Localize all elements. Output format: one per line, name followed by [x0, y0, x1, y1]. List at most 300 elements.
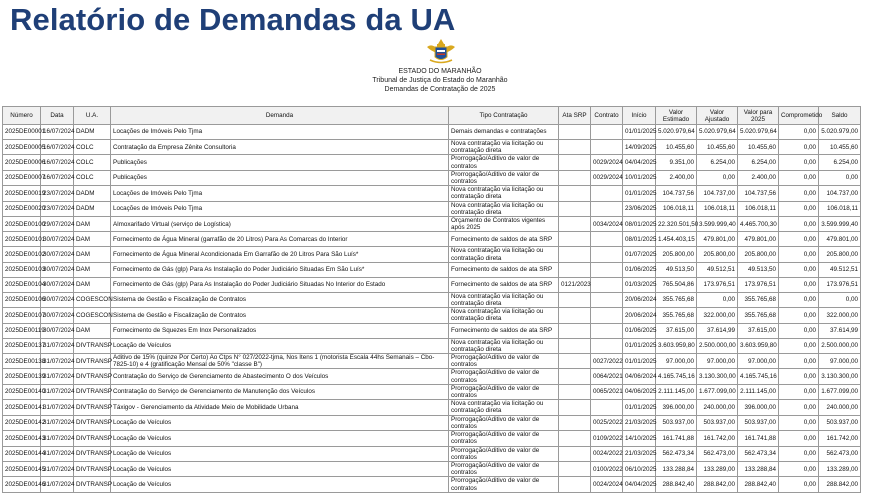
cell-valor-ajustado: 503.937,00	[697, 415, 738, 430]
cell-contrato: 0065/2021	[591, 384, 623, 399]
table-row	[3, 415, 861, 430]
cell-valor-ajustado: 3.599.999,40	[697, 217, 738, 232]
table-row	[3, 338, 861, 353]
cell-contrato	[591, 232, 623, 247]
cell-valor-ajustado: 5.020.979,64	[697, 125, 738, 140]
cell-valor-2025: 205.800,00	[738, 247, 779, 262]
table-row	[3, 262, 861, 277]
cell-valor-2025: 49.513,50	[738, 262, 779, 277]
cell-ua: DIVTRANSP	[74, 338, 111, 353]
cell-numero: 2025DE00119	[3, 323, 41, 338]
cell-valor-2025: 4.165.745,16	[738, 369, 779, 384]
cell-tipo-contratacao: Orçamento de Contratos vigentes após 2025	[449, 217, 559, 232]
cell-valor-estimado: 562.473,34	[656, 446, 697, 461]
demandas-table	[2, 106, 861, 493]
cell-numero: 2025DE00005	[3, 140, 41, 155]
cell-ata-srp	[559, 446, 591, 461]
cell-saldo: 97.000,00	[819, 354, 861, 369]
cell-contrato: 0024/2022	[591, 446, 623, 461]
cell-demanda: Aditivo de 15% (quinze Por Certo) Ao Ctps N° 027/2022-tjma, Nos Itens 1 (motorista Escala 44hs Semanais – Cbo-7825-10) e 4 (gratificação Mensal de 50% "classe B")	[111, 354, 449, 369]
table-row	[3, 461, 861, 476]
cell-numero: 2025DE00138	[3, 354, 41, 369]
cell-tipo-contratacao: Nova contratação via licitação ou contratação direta	[449, 186, 559, 201]
cell-comprometido: 0,00	[779, 477, 819, 492]
cell-ata-srp	[559, 461, 591, 476]
cell-saldo: 104.737,00	[819, 186, 861, 201]
cell-demanda: Locações de Imóveis Pelo Tjma	[111, 125, 449, 140]
cell-valor-ajustado: 479.801,00	[697, 232, 738, 247]
cell-comprometido: 0,00	[779, 232, 819, 247]
cell-contrato	[591, 201, 623, 216]
cell-valor-estimado: 503.937,00	[656, 415, 697, 430]
cell-tipo-contratacao: Fornecimento de saldos de ata SRP	[449, 232, 559, 247]
cell-saldo: 322.000,00	[819, 308, 861, 323]
col-valor-2025: Valor para 2025	[738, 107, 779, 125]
cell-demanda: Publicações	[111, 155, 449, 170]
cell-saldo: 161.742,00	[819, 431, 861, 446]
cell-contrato: 0100/2022	[591, 461, 623, 476]
table-row	[3, 354, 861, 369]
cell-contrato	[591, 323, 623, 338]
cell-contrato	[591, 140, 623, 155]
table-row	[3, 384, 861, 399]
cell-tipo-contratacao: Demais demandas e contratações	[449, 125, 559, 140]
cell-tipo-contratacao: Fornecimento de saldos de ata SRP	[449, 277, 559, 292]
cell-data: 29/07/2024	[41, 217, 74, 232]
cell-numero: 2025DE00144	[3, 446, 41, 461]
cell-comprometido: 0,00	[779, 201, 819, 216]
cell-valor-2025: 6.254,00	[738, 155, 779, 170]
cell-comprometido: 0,00	[779, 323, 819, 338]
cell-demanda: Contratação da Empresa Zênite Consultoria	[111, 140, 449, 155]
cell-valor-ajustado: 240.000,00	[697, 400, 738, 415]
cell-demanda: Fornecimento de Água Mineral (garrafão de 20 Litros) Para As Comarcas do Interior	[111, 232, 449, 247]
cell-demanda: Locação de Veículos	[111, 415, 449, 430]
cell-comprometido: 0,00	[779, 125, 819, 140]
cell-inicio: 08/01/2025	[623, 217, 656, 232]
cell-numero: 2025DE00104	[3, 277, 41, 292]
cell-data: 31/07/2024	[41, 415, 74, 430]
cell-contrato: 0109/2022	[591, 431, 623, 446]
cell-demanda: Almoxarifado Virtual (serviço de Logística)	[111, 217, 449, 232]
cell-numero: 2025DE00106	[3, 292, 41, 307]
cell-ata-srp	[559, 262, 591, 277]
table-body	[3, 125, 861, 493]
cell-data: 16/07/2024	[41, 125, 74, 140]
cell-inicio: 01/07/2025	[623, 247, 656, 262]
cell-ata-srp	[559, 232, 591, 247]
table-row	[3, 323, 861, 338]
cell-valor-ajustado: 562.473,00	[697, 446, 738, 461]
cell-numero: 2025DE00142	[3, 415, 41, 430]
cell-numero: 2025DE00103	[3, 262, 41, 277]
cell-numero: 2025DE00019	[3, 186, 41, 201]
cell-ua: DADM	[74, 186, 111, 201]
cell-inicio: 01/01/2025	[623, 354, 656, 369]
col-saldo: Saldo	[819, 107, 861, 125]
cell-valor-ajustado: 106.018,11	[697, 201, 738, 216]
col-ata-srp: Ata SRP	[559, 107, 591, 125]
table-header-row	[3, 107, 861, 125]
cell-tipo-contratacao: Prorrogação/Aditivo de valor de contratos	[449, 461, 559, 476]
cell-contrato	[591, 262, 623, 277]
cell-inicio: 01/06/2025	[623, 262, 656, 277]
cell-data: 31/07/2024	[41, 400, 74, 415]
cell-inicio: 21/03/2025	[623, 415, 656, 430]
cell-saldo: 1.677.099,00	[819, 384, 861, 399]
cell-comprometido: 0,00	[779, 400, 819, 415]
cell-valor-ajustado: 49.512,51	[697, 262, 738, 277]
cell-saldo: 6.254,00	[819, 155, 861, 170]
cell-valor-ajustado: 3.130.300,00	[697, 369, 738, 384]
cell-valor-ajustado: 10.455,60	[697, 140, 738, 155]
cell-saldo: 288.842,00	[819, 477, 861, 492]
cell-valor-estimado: 396.000,00	[656, 400, 697, 415]
cell-data: 16/07/2024	[41, 140, 74, 155]
cell-tipo-contratacao: Prorrogação/Aditivo de valor de contratos	[449, 431, 559, 446]
col-tipo-contratacao: Tipo Contratação	[449, 107, 559, 125]
cell-valor-estimado: 5.020.979,64	[656, 125, 697, 140]
cell-contrato: 0029/2024	[591, 170, 623, 185]
cell-contrato: 0029/2024	[591, 155, 623, 170]
cell-contrato: 0034/2024	[591, 217, 623, 232]
cell-data: 16/07/2024	[41, 155, 74, 170]
cell-inicio: 01/01/2025	[623, 186, 656, 201]
cell-ua: COLC	[74, 170, 111, 185]
cell-data: 31/07/2024	[41, 354, 74, 369]
cell-demanda: Sistema de Gestão e Fiscalização de Contratos	[111, 292, 449, 307]
cell-valor-2025: 396.000,00	[738, 400, 779, 415]
cell-valor-estimado: 37.615,00	[656, 323, 697, 338]
cell-ua: COGESCON	[74, 308, 111, 323]
cell-data: 30/07/2024	[41, 308, 74, 323]
cell-comprometido: 0,00	[779, 369, 819, 384]
cell-saldo: 3.130.300,00	[819, 369, 861, 384]
cell-data: 31/07/2024	[41, 431, 74, 446]
cell-comprometido: 0,00	[779, 292, 819, 307]
table-row	[3, 446, 861, 461]
cell-demanda: Locação de Veículos	[111, 431, 449, 446]
cell-inicio: 14/09/2025	[623, 140, 656, 155]
cell-ua: DIVTRANSP	[74, 431, 111, 446]
cell-ua: DIVTRANSP	[74, 446, 111, 461]
cell-data: 23/07/2024	[41, 201, 74, 216]
cell-ata-srp	[559, 400, 591, 415]
table-row	[3, 201, 861, 216]
cell-numero: 2025DE00101	[3, 232, 41, 247]
cell-demanda: Fornecimento de Gás (glp) Para As Instalação do Poder Judiciário Situadas No Interior do Estado	[111, 277, 449, 292]
cell-valor-estimado: 97.000,00	[656, 354, 697, 369]
cell-demanda: Locação de Veículos	[111, 461, 449, 476]
cell-valor-2025: 3.603.959,80	[738, 338, 779, 353]
cell-data: 31/07/2024	[41, 338, 74, 353]
cell-demanda: Táxigov - Gerenciamento da Atividade Meio de Mobilidade Urbana	[111, 400, 449, 415]
cell-valor-estimado: 205.800,00	[656, 247, 697, 262]
cell-valor-estimado: 133.288,84	[656, 461, 697, 476]
cell-valor-ajustado: 205.800,00	[697, 247, 738, 262]
cell-ata-srp	[559, 201, 591, 216]
cell-valor-2025: 562.473,34	[738, 446, 779, 461]
cell-inicio: 04/06/2025	[623, 384, 656, 399]
cell-data: 16/07/2024	[41, 170, 74, 185]
cell-valor-2025: 106.018,11	[738, 201, 779, 216]
cell-ata-srp	[559, 477, 591, 492]
cell-valor-ajustado: 173.976,51	[697, 277, 738, 292]
cell-valor-ajustado: 6.254,00	[697, 155, 738, 170]
cell-valor-2025: 97.000,00	[738, 354, 779, 369]
cell-valor-estimado: 4.165.745,16	[656, 369, 697, 384]
cell-demanda: Locações de Imóveis Pelo Tjma	[111, 201, 449, 216]
cell-inicio: 01/06/2025	[623, 323, 656, 338]
table-row	[3, 140, 861, 155]
cell-saldo: 10.455,60	[819, 140, 861, 155]
cell-demanda: Fornecimento de Água Mineral Acondicionada Em Garrafão de 20 Litros Para São Luís*	[111, 247, 449, 262]
cell-demanda: Sistema de Gestão e Fiscalização de Contratos	[111, 308, 449, 323]
cell-data: 31/07/2024	[41, 446, 74, 461]
cell-ua: DAM	[74, 323, 111, 338]
cell-tipo-contratacao: Prorrogação/Aditivo de valor de contratos	[449, 170, 559, 185]
cell-valor-estimado: 161.741,88	[656, 431, 697, 446]
cell-numero: 2025DE00006	[3, 155, 41, 170]
cell-valor-estimado: 355.765,68	[656, 292, 697, 307]
cell-tipo-contratacao: Prorrogação/Aditivo de valor de contratos	[449, 415, 559, 430]
cell-valor-estimado: 765.504,86	[656, 277, 697, 292]
cell-ua: DAM	[74, 262, 111, 277]
cell-ata-srp	[559, 308, 591, 323]
cell-inicio: 20/06/2024	[623, 308, 656, 323]
cell-data: 31/07/2024	[41, 477, 74, 492]
cell-valor-estimado: 106.018,11	[656, 201, 697, 216]
cell-numero: 2025DE00141	[3, 400, 41, 415]
cell-ua: COLC	[74, 155, 111, 170]
cell-ua: COLC	[74, 140, 111, 155]
cell-valor-2025: 37.615,00	[738, 323, 779, 338]
col-ua: U.A.	[74, 107, 111, 125]
cell-inicio: 01/01/2025	[623, 400, 656, 415]
table-row	[3, 369, 861, 384]
cell-numero: 2025DE00001	[3, 125, 41, 140]
cell-valor-2025: 355.765,68	[738, 292, 779, 307]
cell-comprometido: 0,00	[779, 415, 819, 430]
cell-contrato: 0025/2022	[591, 415, 623, 430]
cell-ua: DAM	[74, 217, 111, 232]
cell-tipo-contratacao: Prorrogação/Aditivo de valor de contratos	[449, 155, 559, 170]
cell-valor-2025: 4.465.700,30	[738, 217, 779, 232]
col-contrato: Contrato	[591, 107, 623, 125]
table-row	[3, 247, 861, 262]
cell-valor-2025: 161.741,88	[738, 431, 779, 446]
cell-demanda: Contratação do Serviço de Gerenciamento de Manutenção dos Veículos	[111, 384, 449, 399]
cell-ua: DIVTRANSP	[74, 477, 111, 492]
cell-valor-ajustado: 0,00	[697, 170, 738, 185]
cell-comprometido: 0,00	[779, 338, 819, 353]
cell-comprometido: 0,00	[779, 354, 819, 369]
cell-valor-2025: 355.765,68	[738, 308, 779, 323]
cell-saldo: 133.289,00	[819, 461, 861, 476]
cell-valor-2025: 173.976,51	[738, 277, 779, 292]
cell-data: 31/07/2024	[41, 369, 74, 384]
cell-inicio: 01/01/2025	[623, 338, 656, 353]
cell-valor-2025: 5.020.979,64	[738, 125, 779, 140]
table-row	[3, 477, 861, 492]
table-row	[3, 155, 861, 170]
cell-comprometido: 0,00	[779, 155, 819, 170]
cell-saldo: 49.512,51	[819, 262, 861, 277]
cell-valor-ajustado: 97.000,00	[697, 354, 738, 369]
cell-valor-ajustado: 161.742,00	[697, 431, 738, 446]
cell-ata-srp	[559, 155, 591, 170]
cell-ata-srp	[559, 384, 591, 399]
col-comprometido: Comprometido	[779, 107, 819, 125]
cell-comprometido: 0,00	[779, 217, 819, 232]
cell-valor-estimado: 9.351,00	[656, 155, 697, 170]
cell-saldo: 3.599.999,40	[819, 217, 861, 232]
cell-inicio: 20/06/2024	[623, 292, 656, 307]
table-row	[3, 217, 861, 232]
cell-valor-estimado: 2.400,00	[656, 170, 697, 185]
col-valor-ajustado: Valor Ajustado	[697, 107, 738, 125]
table-row	[3, 232, 861, 247]
cell-inicio: 10/01/2025	[623, 170, 656, 185]
cell-data: 30/07/2024	[41, 292, 74, 307]
cell-tipo-contratacao: Fornecimento de saldos de ata SRP	[449, 262, 559, 277]
cell-demanda: Locação de Veículos	[111, 446, 449, 461]
cell-valor-estimado: 10.455,60	[656, 140, 697, 155]
cell-numero: 2025DE00139	[3, 369, 41, 384]
cell-data: 23/07/2024	[41, 186, 74, 201]
cell-tipo-contratacao: Prorrogação/Aditivo de valor de contratos	[449, 354, 559, 369]
cell-demanda: Contratação do Serviço de Gerenciamento de Abastecimento O dos Veículos	[111, 369, 449, 384]
cell-contrato: 0064/2021	[591, 369, 623, 384]
cell-numero: 2025DE00146	[3, 477, 41, 492]
cell-valor-ajustado: 0,00	[697, 292, 738, 307]
cell-ata-srp	[559, 186, 591, 201]
cell-tipo-contratacao: Fornecimento de saldos de ata SRP	[449, 323, 559, 338]
cell-tipo-contratacao: Nova contratação via licitação ou contratação direta	[449, 308, 559, 323]
cell-ua: DAM	[74, 277, 111, 292]
cell-valor-ajustado: 2.500.000,00	[697, 338, 738, 353]
cell-saldo: 503.937,00	[819, 415, 861, 430]
cell-demanda: Fornecimento de Gás (glp) Para As Instalação do Poder Judiciário Situadas Em São Luís*	[111, 262, 449, 277]
cell-contrato	[591, 125, 623, 140]
report-heading	[0, 67, 880, 94]
cell-ata-srp: 0121/2023	[559, 277, 591, 292]
page-title: Relatório de Demandas da UA	[10, 2, 456, 37]
cell-numero: 2025DE00143	[3, 431, 41, 446]
cell-tipo-contratacao: Prorrogação/Aditivo de valor de contratos	[449, 369, 559, 384]
cell-ua: DIVTRANSP	[74, 384, 111, 399]
cell-saldo: 479.801,00	[819, 232, 861, 247]
cell-valor-2025: 503.937,00	[738, 415, 779, 430]
cell-data: 30/07/2024	[41, 262, 74, 277]
cell-ata-srp	[559, 140, 591, 155]
cell-comprometido: 0,00	[779, 384, 819, 399]
report-subtitle: Demandas de Contratação de 2025	[384, 86, 496, 93]
cell-data: 30/07/2024	[41, 232, 74, 247]
col-data: Data	[41, 107, 74, 125]
cell-numero: 2025DE00137	[3, 338, 41, 353]
cell-inicio: 06/10/2025	[623, 461, 656, 476]
cell-valor-estimado: 104.737,56	[656, 186, 697, 201]
cell-demanda: Fornecimento de Squezes Em Inox Personalizados	[111, 323, 449, 338]
cell-ua: DIVTRANSP	[74, 461, 111, 476]
cell-ua: DAM	[74, 232, 111, 247]
cell-comprometido: 0,00	[779, 186, 819, 201]
cell-ua: DIVTRANSP	[74, 415, 111, 430]
cell-tipo-contratacao: Prorrogação/Aditivo de valor de contratos	[449, 477, 559, 492]
cell-contrato: 0027/2022	[591, 354, 623, 369]
cell-ua: DADM	[74, 201, 111, 216]
cell-valor-2025: 288.842,40	[738, 477, 779, 492]
cell-valor-ajustado: 104.737,00	[697, 186, 738, 201]
cell-ua: DIVTRANSP	[74, 400, 111, 415]
cell-demanda: Locação de Veículos	[111, 477, 449, 492]
cell-contrato	[591, 308, 623, 323]
cell-saldo: 0,00	[819, 170, 861, 185]
cell-inicio: 01/03/2025	[623, 277, 656, 292]
coat-of-arms-icon	[423, 38, 459, 66]
cell-tipo-contratacao: Nova contratação via licitação ou contratação direta	[449, 400, 559, 415]
cell-saldo: 106.018,11	[819, 201, 861, 216]
cell-valor-2025: 104.737,56	[738, 186, 779, 201]
cell-contrato: 0024/2024	[591, 477, 623, 492]
cell-tipo-contratacao: Prorrogação/Aditivo de valor de contratos	[449, 446, 559, 461]
cell-numero: 2025DE00140	[3, 384, 41, 399]
cell-comprometido: 0,00	[779, 170, 819, 185]
cell-tipo-contratacao: Nova contratação via licitação ou contratação direta	[449, 338, 559, 353]
col-demanda: Demanda	[111, 107, 449, 125]
cell-valor-estimado: 49.513,50	[656, 262, 697, 277]
cell-valor-2025: 10.455,60	[738, 140, 779, 155]
cell-tipo-contratacao: Nova contratação via licitação ou contratação direta	[449, 247, 559, 262]
cell-tipo-contratacao: Nova contratação via licitação ou contratação direta	[449, 140, 559, 155]
table-row	[3, 400, 861, 415]
table-row	[3, 277, 861, 292]
org-state: ESTADO DO MARANHÃO	[398, 68, 482, 75]
cell-numero: 2025DE00102	[3, 247, 41, 262]
cell-data: 31/07/2024	[41, 384, 74, 399]
cell-comprometido: 0,00	[779, 247, 819, 262]
table-row	[3, 186, 861, 201]
cell-ata-srp	[559, 369, 591, 384]
cell-inicio: 23/06/2025	[623, 201, 656, 216]
cell-numero: 2025DE00145	[3, 461, 41, 476]
cell-valor-ajustado: 288.842,00	[697, 477, 738, 492]
cell-inicio: 04/04/2025	[623, 155, 656, 170]
cell-comprometido: 0,00	[779, 140, 819, 155]
cell-demanda: Publicações	[111, 170, 449, 185]
cell-ata-srp	[559, 338, 591, 353]
cell-valor-estimado: 3.603.959,80	[656, 338, 697, 353]
cell-saldo: 37.614,99	[819, 323, 861, 338]
cell-numero: 2025DE00100	[3, 217, 41, 232]
cell-numero: 2025DE00007	[3, 170, 41, 185]
cell-contrato	[591, 186, 623, 201]
cell-valor-ajustado: 133.289,00	[697, 461, 738, 476]
cell-valor-ajustado: 322.000,00	[697, 308, 738, 323]
table-row	[3, 292, 861, 307]
cell-comprometido: 0,00	[779, 431, 819, 446]
cell-ata-srp	[559, 415, 591, 430]
cell-valor-estimado: 1.454.403,15	[656, 232, 697, 247]
cell-numero: 2025DE00020	[3, 201, 41, 216]
col-valor-estimado: Valor Estimado	[656, 107, 697, 125]
col-numero: Número	[3, 107, 41, 125]
cell-inicio: 04/04/2025	[623, 477, 656, 492]
cell-valor-ajustado: 37.614,99	[697, 323, 738, 338]
cell-ata-srp	[559, 170, 591, 185]
cell-comprometido: 0,00	[779, 308, 819, 323]
